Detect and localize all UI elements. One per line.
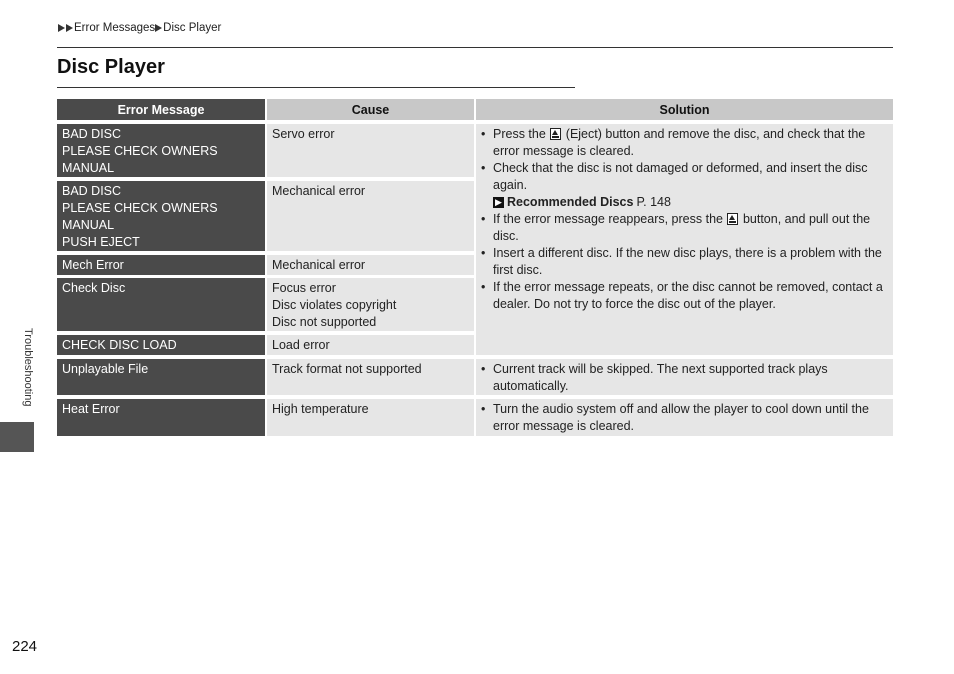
page-title: Disc Player [57,56,165,78]
table-row-cause [267,124,474,177]
table-row-error-message [57,359,265,395]
eject-icon [550,128,561,140]
cause-line: Disc violates copyright [272,298,397,312]
solution-item: • Insert a different disc. If the new disc plays, there is a problem with the first disc. [481,245,885,279]
solution-cell-heat [476,399,893,436]
table-row-cause [267,255,474,275]
error-message-line: MANUAL [62,161,115,175]
table-row-error-message [57,181,265,251]
cause-line: Load error [272,338,330,352]
error-message-line: BAD DISC [62,184,122,198]
breadcrumb-item-error-messages[interactable]: Error Messages [74,22,156,34]
solution-item: • If the error message repeats, or the disc cannot be removed, contact a dealer. Do not try to force the disc out of the player. [481,279,885,313]
error-message-line: PUSH EJECT [62,235,140,249]
column-header-cause: Cause [267,99,474,120]
table-row-cause [267,335,474,355]
reference-page[interactable]: P. 148 [636,195,671,209]
eject-icon [727,213,738,225]
triangle-right-icon [155,24,162,32]
page-number: 224 [12,638,38,655]
header-divider [57,47,893,48]
column-header-error-message: Error Message [57,99,265,120]
solution-item: • Current track will be skipped. The next supported track plays automatically. [481,361,885,395]
solution-item: • Check that the disc is not damaged or deformed, and insert the disc again. [481,160,885,194]
error-message-line: MANUAL [62,218,115,232]
solution-cell-unplayable [476,359,893,395]
column-header-solution: Solution [476,99,893,120]
cause-line: Disc not supported [272,315,377,329]
solution-item: • Turn the audio system off and allow the player to cool down until the error message is cleared. [481,401,885,435]
reference-arrow-icon: ▶ [493,197,504,208]
table-row-error-message [57,124,265,177]
cause-line: Servo error [272,127,335,141]
section-tab-marker [0,422,34,452]
triangle-right-icon [66,24,73,32]
table-row-error-message [57,335,265,355]
table-row-error-message [57,278,265,331]
solution-item: • If the error message reappears, press the button, and pull out the disc. [481,211,885,245]
cause-line: Track format not supported [272,362,422,376]
cause-line: High temperature [272,402,369,416]
error-message-line: Mech Error [62,258,124,272]
table-row-cause [267,399,474,436]
reference-label[interactable]: Recommended Discs [507,195,634,209]
reference-link[interactable] [481,194,885,211]
table-row-error-message [57,399,265,436]
error-message-line: Check Disc [62,281,126,295]
solution-cell-disc-errors [476,124,893,355]
error-message-line: CHECK DISC LOAD [62,338,177,352]
error-message-line: Heat Error [62,402,120,416]
cause-line: Focus error [272,281,336,295]
solution-list [481,361,885,395]
breadcrumb-item-disc-player[interactable]: Disc Player [163,22,222,34]
table-row-cause [267,278,474,331]
solution-list [481,126,885,194]
solution-list [481,211,885,313]
error-message-line: PLEASE CHECK OWNERS [62,201,218,215]
cause-line: Mechanical error [272,258,366,272]
breadcrumb [58,22,221,34]
table-row-error-message [57,255,265,275]
title-underline [57,87,575,88]
section-tab-label: Troubleshooting [22,328,34,407]
solution-list [481,401,885,435]
error-message-line: PLEASE CHECK OWNERS [62,144,218,158]
table-row-cause [267,181,474,251]
error-message-line: BAD DISC [62,127,122,141]
solution-item: • Press the (Eject) button and remove the disc, and check that the error message is cleared. [481,126,885,160]
error-message-line: Unplayable File [62,362,149,376]
triangle-right-icon [58,24,65,32]
cause-line: Mechanical error [272,184,366,198]
table-row-cause [267,359,474,395]
